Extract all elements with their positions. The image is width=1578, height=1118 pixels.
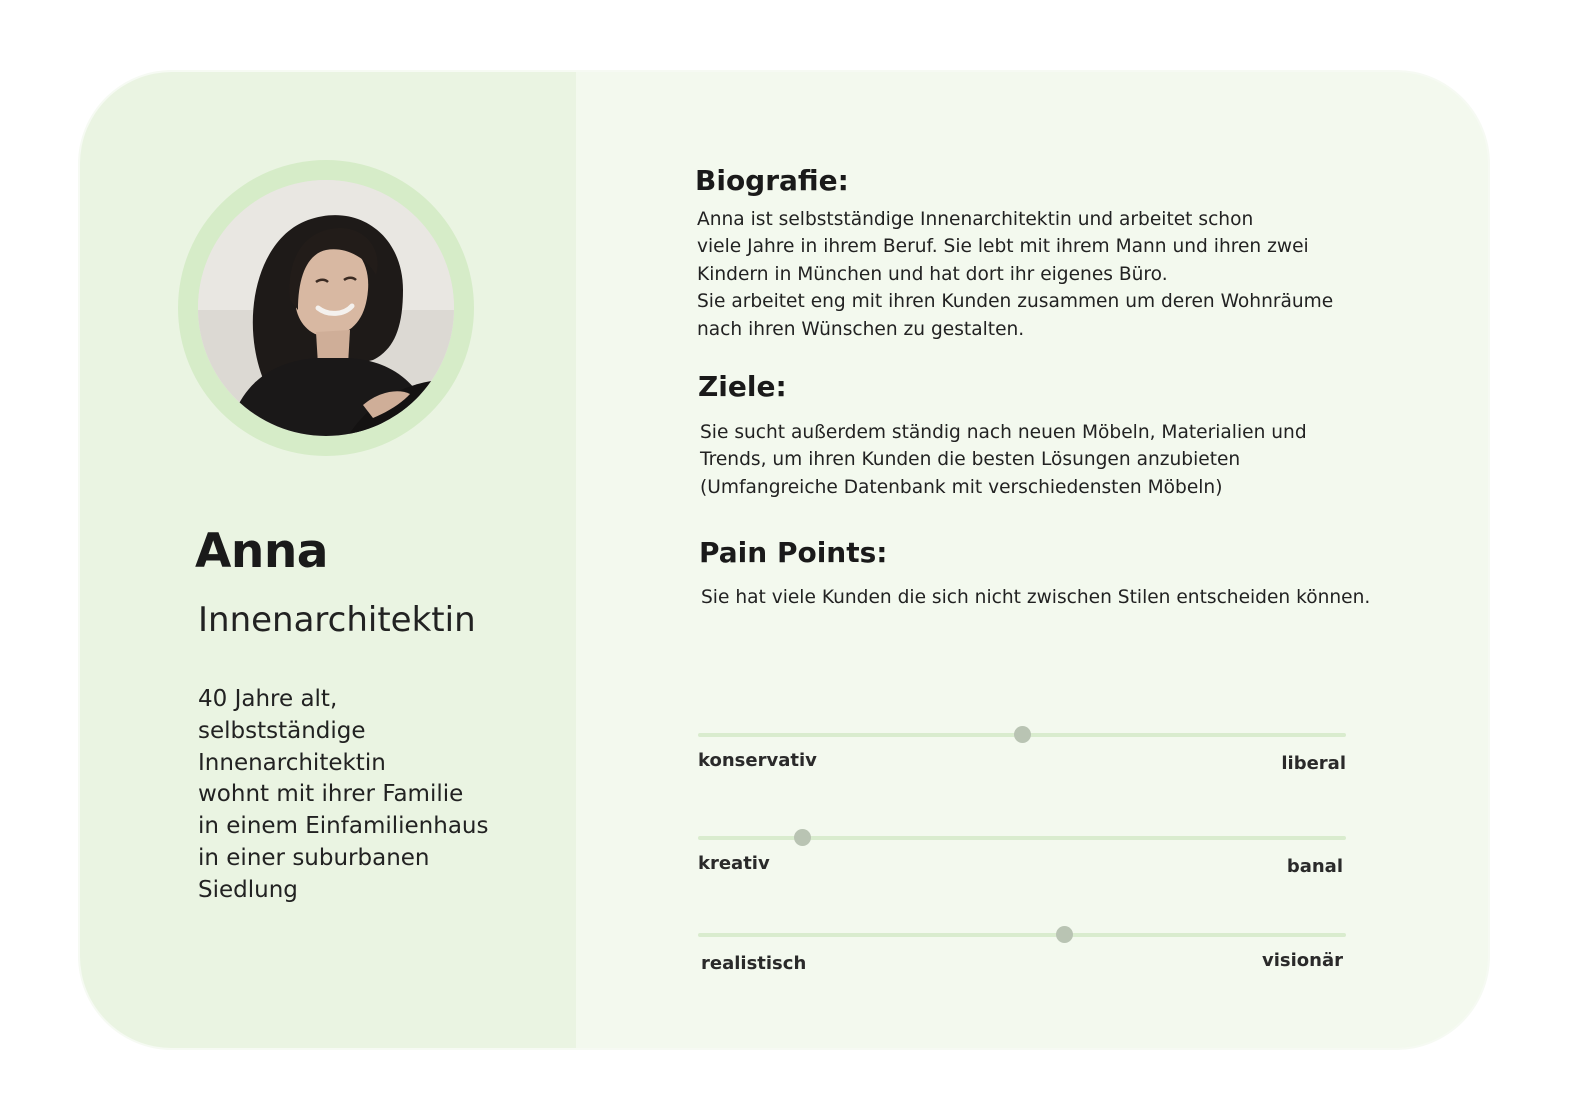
- scale-right-label: visionär: [1262, 950, 1343, 971]
- profile-panel: [80, 72, 576, 1048]
- avatar: [198, 180, 454, 436]
- biography-line: Sie arbeitet eng mit ihren Kunden zusammen um deren Wohnräume: [697, 291, 1334, 313]
- fact-line: Innenarchitektin: [198, 749, 386, 776]
- scale-realistisch-visionaer: [698, 933, 1346, 993]
- scale-knob[interactable]: [1056, 926, 1073, 943]
- fact-line: 40 Jahre alt,: [198, 686, 338, 712]
- fact-line: in einem Einfamilienhaus: [198, 813, 489, 840]
- fact-line: selbstständige: [198, 717, 366, 744]
- scale-left-label: realistisch: [701, 953, 807, 974]
- goals-line: Sie sucht außerdem ständig nach neuen Möbeln, Materialien und: [700, 422, 1307, 443]
- fact-line: wohnt mit ihrer Familie: [198, 781, 464, 808]
- biography-line: Kindern in München und hat dort ihr eigenes Büro.: [697, 263, 1168, 285]
- fact-line: in einer suburbanen: [198, 844, 430, 871]
- goals-line: (Umfangreiche Datenbank mit verschiedensten Möbeln): [700, 476, 1223, 498]
- biography-line: viele Jahre in ihrem Beruf. Sie lebt mit ihrem Mann und ihren zwei: [697, 236, 1309, 258]
- biography-text: [697, 206, 1457, 343]
- scale-left-label: konservativ: [698, 750, 817, 771]
- persona-name: Anna: [195, 524, 329, 579]
- persona-card: [80, 72, 1488, 1048]
- goals-heading: Ziele:: [698, 370, 787, 403]
- pain-points-line: Sie hat viele Kunden die sich nicht zwischen Stilen entscheiden können.: [701, 587, 1371, 608]
- scale-track: [698, 933, 1346, 937]
- pain-points-text: [701, 584, 1461, 611]
- scale-right-label: banal: [1286, 856, 1343, 877]
- biography-line: Anna ist selbstständige Innenarchitektin und arbeitet schon: [697, 209, 1254, 230]
- persona-role: Innenarchitektin: [198, 600, 476, 640]
- scale-knob[interactable]: [1014, 726, 1031, 743]
- goals-line: Trends, um ihren Kunden die besten Lösungen anzubieten: [700, 449, 1241, 471]
- scale-knob[interactable]: [794, 829, 811, 846]
- avatar-ring: [178, 160, 474, 456]
- portrait-photo-icon: [198, 180, 454, 436]
- scale-left-label: kreativ: [698, 853, 770, 874]
- scale-kreativ-banal: [698, 836, 1346, 896]
- scale-right-label: liberal: [1281, 753, 1346, 774]
- scale-konservativ-liberal: [698, 733, 1346, 793]
- fact-line: Siedlung: [198, 876, 298, 903]
- persona-facts: [198, 684, 558, 907]
- pain-points-heading: Pain Points:: [699, 536, 888, 569]
- goals-text: [700, 419, 1460, 501]
- biography-line: nach ihren Wünschen zu gestalten.: [697, 318, 1025, 340]
- biography-heading: Biografie:: [695, 164, 849, 197]
